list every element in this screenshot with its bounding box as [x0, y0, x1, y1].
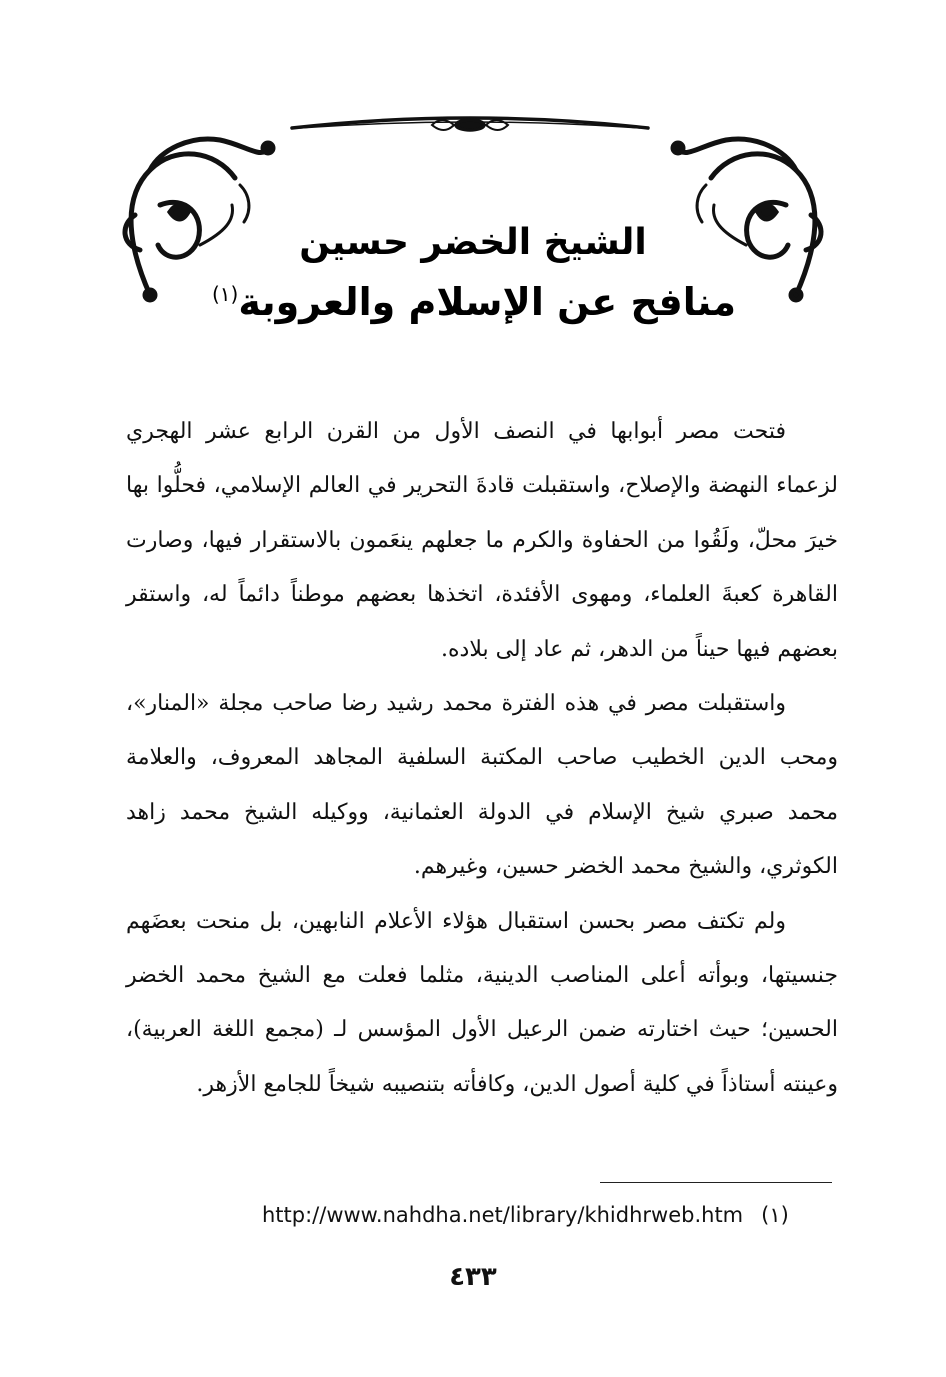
- article-body: [126, 405, 838, 1112]
- title-footnote-ref: (١): [211, 282, 239, 307]
- footnote-url: http://www.nahdha.net/library/khidhrweb.htm: [262, 1203, 744, 1227]
- paragraph-3: ولم تكتف مصر بحسن استقبال هؤلاء الأعلام النابهين، بل منحت بعضَهم جنسيتها، وبوأته أعلى المناصب الدينية، مثلما فعلت مع الشيخ محمد الخضر الحسين؛ حيث اختارته ضمن الرعيل الأول المؤسس لـ (مجمع اللغة العربية)، وعينته أستاذاً في كلية أصول الدين، وكافأته بتنصيبه شيخاً للجامع الأزهر.: [126, 908, 838, 1097]
- paragraph-1: فتحت مصر أبوابها في النصف الأول من القرن الرابع عشر الهجري لزعماء النهضة والإصلاح، واستقبلت قادةَ التحرير في العالم الإسلامي، فحلُّوا بها خيرَ محلّ، ولَقُوا من الحفاوة والكرم ما جعلهم ينعَمون بالاستقرار فيها، وصارت القاهرة كعبةَ العلماء، ومهوى الأفئدة، اتخذها بعضهم موطناً دائماً له، واستقر بعضهم فيها حيناً من الدهر، ثم عاد إلى بلاده.: [126, 419, 838, 662]
- title-line-2: منافح عن الإسلام والعروبة: [238, 280, 737, 324]
- footnote-divider: [600, 1182, 832, 1183]
- page-title: [0, 222, 946, 263]
- paragraph-2: واستقبلت مصر في هذه الفترة محمد رشيد رضا صاحب مجلة «المنار»، ومحب الدين الخطيب صاحب المكتبة السلفية المجاهد المعروف، والعلامة محمد صبري شيخ الإسلام في الدولة العثمانية، ووكيله الشيخ محمد زاهد الكوثري، والشيخ محمد الخضر حسين، وغيرهم.: [126, 691, 838, 880]
- page-number: ٤٣٣: [449, 1262, 497, 1292]
- right-flourish-icon: [673, 139, 821, 300]
- page-subtitle: [0, 280, 946, 324]
- left-flourish-icon: [125, 139, 273, 300]
- footnote: [262, 1203, 832, 1227]
- footnote-number: (١): [761, 1203, 789, 1227]
- header-ornament: [0, 0, 946, 320]
- title-line-1: الشيخ الخضر حسين: [299, 222, 647, 263]
